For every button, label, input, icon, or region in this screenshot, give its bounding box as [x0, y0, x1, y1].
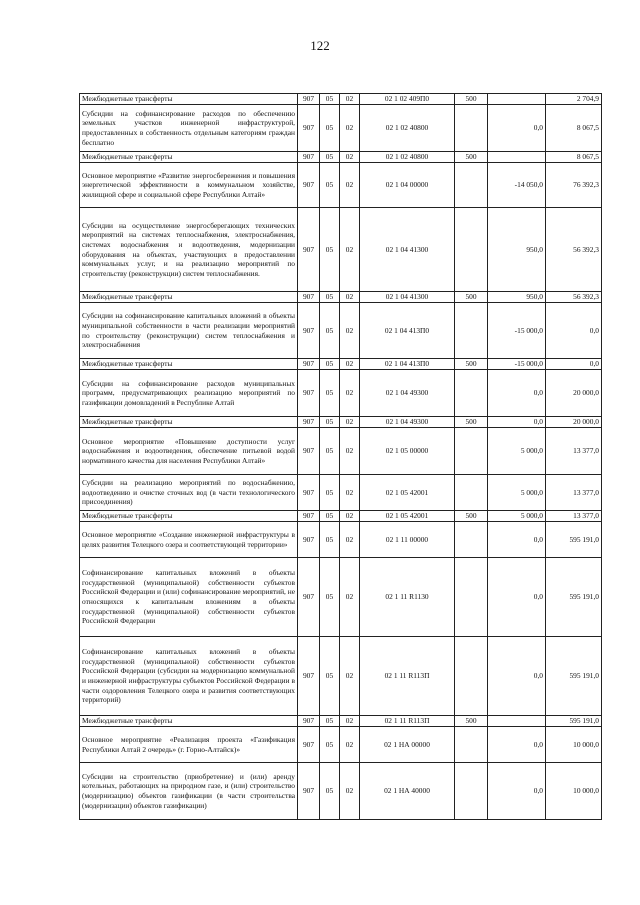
admin-code: 907: [298, 359, 320, 370]
total-amount: 8 067,5: [546, 105, 602, 152]
change-amount: 0,0: [488, 417, 546, 428]
total-amount: 76 392,3: [546, 163, 602, 208]
admin-code: 907: [298, 370, 320, 417]
total-amount: 56 392,3: [546, 208, 602, 292]
table-row: [80, 303, 602, 359]
expense-type: 500: [455, 417, 488, 428]
target-article: 02 1 04 41300: [360, 292, 455, 303]
admin-code: 907: [298, 716, 320, 727]
total-amount: 20 000,0: [546, 417, 602, 428]
total-amount: 595 191,0: [546, 558, 602, 637]
subsection-code: 02: [340, 428, 360, 475]
total-amount: 13 377,0: [546, 428, 602, 475]
table-row: [80, 763, 602, 820]
total-amount: 13 377,0: [546, 475, 602, 511]
table-body: [80, 94, 602, 820]
target-article: 02 1 04 00000: [360, 163, 455, 208]
target-article: 02 1 02 40800: [360, 152, 455, 163]
row-name: Межбюджетные трансферты: [80, 716, 298, 727]
row-name: Межбюджетные трансферты: [80, 417, 298, 428]
row-name: Межбюджетные трансферты: [80, 511, 298, 522]
admin-code: 907: [298, 163, 320, 208]
admin-code: 907: [298, 94, 320, 105]
subsection-code: 02: [340, 511, 360, 522]
expense-type: [455, 522, 488, 558]
admin-code: 907: [298, 208, 320, 292]
admin-code: 907: [298, 637, 320, 716]
row-name: Межбюджетные трансферты: [80, 94, 298, 105]
change-amount: 0,0: [488, 105, 546, 152]
expense-type: 500: [455, 152, 488, 163]
expense-type: [455, 303, 488, 359]
target-article: 02 1 05 42001: [360, 511, 455, 522]
subsection-code: 02: [340, 303, 360, 359]
admin-code: 907: [298, 727, 320, 763]
target-article: 02 1 04 413П0: [360, 359, 455, 370]
change-amount: 5 000,0: [488, 475, 546, 511]
admin-code: 907: [298, 105, 320, 152]
row-name: Основное мероприятие «Реализация проекта «Газификация Республики Алтай 2 очередь» (г. Горно-Алтайск)»: [80, 727, 298, 763]
change-amount: [488, 152, 546, 163]
target-article: 02 1 11 R113П: [360, 716, 455, 727]
row-name: Субсидии на строительство (приобретение) и (или) аренду котельных, работающих на природном газе, и (или) строительство (модернизацию) объектов газификации (в части строительства (модернизации) объектов газификации): [80, 763, 298, 820]
section-code: 05: [320, 558, 340, 637]
admin-code: 907: [298, 522, 320, 558]
change-amount: 0,0: [488, 763, 546, 820]
change-amount: 0,0: [488, 727, 546, 763]
expense-type: 500: [455, 511, 488, 522]
target-article: 02 1 11 R113П: [360, 637, 455, 716]
total-amount: 13 377,0: [546, 511, 602, 522]
subsection-code: 02: [340, 208, 360, 292]
expense-type: [455, 558, 488, 637]
change-amount: [488, 716, 546, 727]
table-row: [80, 727, 602, 763]
table-row: [80, 558, 602, 637]
target-article: 02 1 11 00000: [360, 522, 455, 558]
subsection-code: 02: [340, 105, 360, 152]
subsection-code: 02: [340, 370, 360, 417]
subsection-code: 02: [340, 152, 360, 163]
expense-type: [455, 763, 488, 820]
row-name: Софинансирование капитальных вложений в объекты государственной (муниципальной) собственности субъектов Российской Федерации и (или) софинансирование мероприятий, не относящихся к капитальным вложениям в объекты государственной (муниципальной) собственности субъектов Российской Федерации: [80, 558, 298, 637]
change-amount: -15 000,0: [488, 359, 546, 370]
subsection-code: 02: [340, 637, 360, 716]
target-article: 02 1 НА 00000: [360, 727, 455, 763]
subsection-code: 02: [340, 94, 360, 105]
table-row: [80, 370, 602, 417]
change-amount: 0,0: [488, 522, 546, 558]
section-code: 05: [320, 370, 340, 417]
section-code: 05: [320, 303, 340, 359]
total-amount: 8 067,5: [546, 152, 602, 163]
subsection-code: 02: [340, 475, 360, 511]
row-name: Субсидии на реализацию мероприятий по водоснабжению, водоотведению и очистке сточных вод (в части технологического присоединения): [80, 475, 298, 511]
admin-code: 907: [298, 303, 320, 359]
subsection-code: 02: [340, 359, 360, 370]
admin-code: 907: [298, 763, 320, 820]
change-amount: 950,0: [488, 292, 546, 303]
section-code: 05: [320, 727, 340, 763]
row-name: Основное мероприятие «Развитие энергосбережения и повышения энергетической эффективности в коммунальном хозяйстве, жилищной сфере и социальной сфере Республики Алтай»: [80, 163, 298, 208]
table-row: [80, 716, 602, 727]
page-number: 122: [310, 38, 330, 53]
table-row: [80, 208, 602, 292]
row-name: Субсидии на софинансирование капитальных вложений в объекты муниципальной собственности в части реализации мероприятий по строительству (реконструкции) систем теплоснабжения и электроснабжения: [80, 303, 298, 359]
admin-code: 907: [298, 417, 320, 428]
change-amount: 5 000,0: [488, 428, 546, 475]
row-name: Межбюджетные трансферты: [80, 359, 298, 370]
total-amount: 10 000,0: [546, 763, 602, 820]
admin-code: 907: [298, 511, 320, 522]
budget-table: [79, 93, 602, 820]
subsection-code: 02: [340, 292, 360, 303]
row-name: Субсидии на софинансирование расходов по обеспечению земельных участков инженерной инфраструктурой, предоставленных в собственность отдельным категориям граждан бесплатно: [80, 105, 298, 152]
change-amount: 5 000,0: [488, 511, 546, 522]
change-amount: -15 000,0: [488, 303, 546, 359]
target-article: 02 1 05 00000: [360, 428, 455, 475]
target-article: 02 1 НА 40000: [360, 763, 455, 820]
expense-type: [455, 475, 488, 511]
admin-code: 907: [298, 558, 320, 637]
table-row: [80, 94, 602, 105]
section-code: 05: [320, 417, 340, 428]
table-row: [80, 475, 602, 511]
total-amount: 2 704,9: [546, 94, 602, 105]
target-article: 02 1 04 41300: [360, 208, 455, 292]
target-article: 02 1 05 42001: [360, 475, 455, 511]
change-amount: 950,0: [488, 208, 546, 292]
subsection-code: 02: [340, 558, 360, 637]
expense-type: [455, 428, 488, 475]
row-name: Софинансирование капитальных вложений в объекты государственной (муниципальной) собственности субъектов Российской Федерации (субсидии на модернизацию коммунальной и инженерной инфраструктуры субъектов Российской Федерации в части оздоровления Телецкого озера и развития соответствующих территорий): [80, 637, 298, 716]
target-article: 02 1 02 40800: [360, 105, 455, 152]
section-code: 05: [320, 511, 340, 522]
table-row: [80, 152, 602, 163]
change-amount: -14 050,0: [488, 163, 546, 208]
total-amount: 20 000,0: [546, 370, 602, 417]
admin-code: 907: [298, 428, 320, 475]
target-article: 02 1 02 409П0: [360, 94, 455, 105]
target-article: 02 1 04 49300: [360, 370, 455, 417]
section-code: 05: [320, 716, 340, 727]
table-row: [80, 292, 602, 303]
total-amount: 595 191,0: [546, 637, 602, 716]
subsection-code: 02: [340, 417, 360, 428]
row-name: Субсидии на софинансирование расходов муниципальных программ, предусматривающих реализацию мероприятий по газификации домовладений в Республике Алтай: [80, 370, 298, 417]
row-name: Межбюджетные трансферты: [80, 292, 298, 303]
table-row: [80, 163, 602, 208]
row-name: Основное мероприятие «Повышение доступности услуг водоснабжения и водоотведения, обеспечение питьевой водой нормативного качества для населения Республики Алтай»: [80, 428, 298, 475]
total-amount: 10 000,0: [546, 727, 602, 763]
section-code: 05: [320, 359, 340, 370]
subsection-code: 02: [340, 716, 360, 727]
table-row: [80, 511, 602, 522]
expense-type: 500: [455, 716, 488, 727]
expense-type: 500: [455, 359, 488, 370]
change-amount: 0,0: [488, 637, 546, 716]
target-article: 02 1 04 413П0: [360, 303, 455, 359]
admin-code: 907: [298, 292, 320, 303]
subsection-code: 02: [340, 727, 360, 763]
table-row: [80, 522, 602, 558]
change-amount: 0,0: [488, 558, 546, 637]
total-amount: 0,0: [546, 303, 602, 359]
change-amount: [488, 94, 546, 105]
table-row: [80, 428, 602, 475]
section-code: 05: [320, 163, 340, 208]
admin-code: 907: [298, 475, 320, 511]
subsection-code: 02: [340, 522, 360, 558]
section-code: 05: [320, 105, 340, 152]
section-code: 05: [320, 475, 340, 511]
section-code: 05: [320, 763, 340, 820]
expense-type: [455, 727, 488, 763]
expense-type: 500: [455, 94, 488, 105]
section-code: 05: [320, 637, 340, 716]
table-row: [80, 105, 602, 152]
section-code: 05: [320, 292, 340, 303]
expense-type: [455, 163, 488, 208]
subsection-code: 02: [340, 163, 360, 208]
section-code: 05: [320, 522, 340, 558]
total-amount: 0,0: [546, 359, 602, 370]
section-code: 05: [320, 94, 340, 105]
row-name: Основное мероприятие «Создание инженерной инфраструктуры в целях развития Телецкого озера и соответствующей территории»: [80, 522, 298, 558]
target-article: 02 1 11 R1130: [360, 558, 455, 637]
target-article: 02 1 04 49300: [360, 417, 455, 428]
admin-code: 907: [298, 152, 320, 163]
expense-type: [455, 370, 488, 417]
table-row: [80, 359, 602, 370]
row-name: Межбюджетные трансферты: [80, 152, 298, 163]
section-code: 05: [320, 208, 340, 292]
table-row: [80, 637, 602, 716]
total-amount: 595 191,0: [546, 716, 602, 727]
row-name: Субсидии на осуществление энергосберегающих технических мероприятий на системах теплоснабжения, электроснабжения, системах водоснабжения и водоотведения, модернизации оборудования на объектах, участвующих в предоставлении коммунальных услуг, и на реализацию мероприятий по строительству (реконструкции) систем теплоснабжения.: [80, 208, 298, 292]
expense-type: [455, 637, 488, 716]
section-code: 05: [320, 428, 340, 475]
section-code: 05: [320, 152, 340, 163]
expense-type: [455, 208, 488, 292]
expense-type: 500: [455, 292, 488, 303]
subsection-code: 02: [340, 763, 360, 820]
table-row: [80, 417, 602, 428]
change-amount: 0,0: [488, 370, 546, 417]
expense-type: [455, 105, 488, 152]
total-amount: 595 191,0: [546, 522, 602, 558]
total-amount: 56 392,3: [546, 292, 602, 303]
